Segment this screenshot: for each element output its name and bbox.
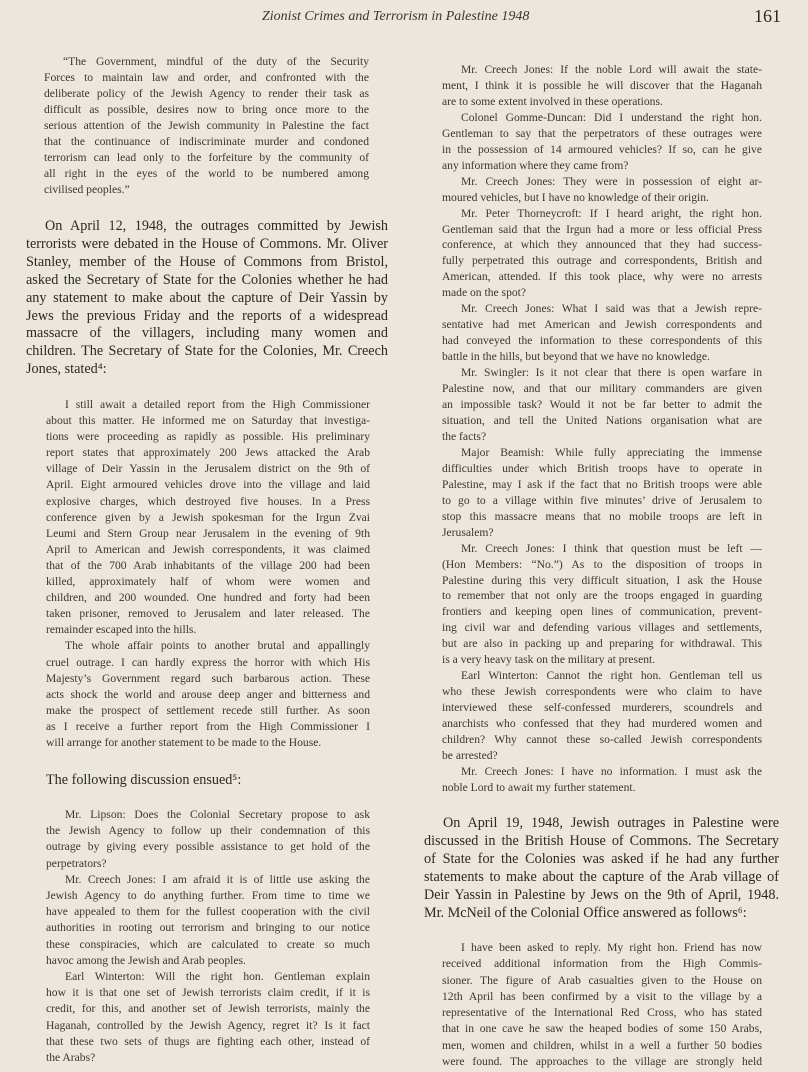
paragraph (442, 541, 762, 669)
text-line: Mr. Creech Jones: If the noble Lord will await the state- (461, 63, 762, 76)
text-line: Mr. Creech Jones: What I said was that a Jewish repre- (461, 302, 762, 316)
text-line: civilised peoples.” (44, 183, 130, 197)
discussion-transcript-right (442, 62, 762, 796)
text-line: perpetrators? (46, 856, 107, 870)
text-line: Palestine during this very difficult situation, I ask the House (442, 573, 762, 587)
text-line: April to American and Jewish correspondents, it was claimed (46, 542, 370, 556)
text-line: Stanley, member of the House of Commons from Bristol, (26, 253, 388, 270)
text-line: Jewish Agency to do anything further. From time to time we (46, 889, 370, 903)
text-line: stop this massacre means that no mobile troops are left in (442, 509, 762, 523)
paragraph (442, 206, 762, 302)
text-line: frontiers and keeping open lines of communication, prevent- (442, 605, 762, 619)
text-line: anarchists who confessed that they had murdered women and (442, 717, 762, 731)
paragraph (442, 174, 762, 206)
text-line: massacre of the villagers, including many women and (26, 325, 388, 342)
text-line: any statement to make about the capture of Deir Yassin by (26, 289, 388, 306)
text-line: credit, for this, and another set of Jewish terrorists, mainly the (46, 1002, 370, 1016)
paragraph (46, 969, 370, 1066)
paragraph (442, 940, 762, 1070)
text-line: Palestine, may I ask if the fact that no British troops were able (442, 477, 762, 491)
discussion-heading (46, 771, 376, 789)
text-line: of State for the Colonies was asked if he had any further (424, 851, 779, 867)
text-line: that these two sets of thugs are fighting each other, instead of (46, 1034, 370, 1048)
paragraph (442, 445, 762, 541)
text-line: Earl Winterton: Will the right hon. Gentleman explain (65, 970, 370, 984)
text-line: taken prisoner, removed to Jerusalem and later released. The (46, 607, 370, 621)
text-line: difficult as possible, desires now to bring once more to the (44, 103, 369, 117)
text-line: I still await a detailed report from the High Commissioner (65, 398, 370, 411)
text-line: April. Eight armoured vehicles drove into the village and laid (46, 478, 370, 492)
paragraph-april-19-debate (424, 814, 779, 922)
text-line: to go to a village within five minutes’ drive of Jerusalem to (442, 493, 762, 507)
paragraph (442, 301, 762, 365)
text-line: havoc among the Jewish and Arab peoples. (46, 953, 246, 967)
text-line: that of the 700 Arab inhabitants of the village 200 had been (46, 558, 370, 572)
text-line: representative of the International Red Cross, who has stated (442, 1006, 762, 1020)
text-line: On April 19, 1948, Jewish outrages in Palestine were (443, 815, 779, 831)
text-line: were found. The approaches to the village are strongly held (442, 1055, 762, 1069)
text-line: Mr. Swingler: Is it not clear that there is open warfare in (461, 366, 762, 380)
text-line: but are also in packing up and preparing for withdrawal. This (442, 637, 762, 651)
text-line: interviewed these self-confessed murderers, scoundrels and (442, 701, 762, 715)
paragraph (424, 814, 779, 922)
paragraph (442, 110, 762, 174)
quote-creech-jones-statement (46, 397, 370, 751)
text-line: acts shock the world and arouse deep anger and bitterness and (46, 687, 370, 701)
text-line: Gentleman to say that the perpetrators of these outrages were (442, 126, 762, 140)
paragraph (46, 638, 370, 751)
text-line: Mr. Creech Jones: I have no information. I must ask the (461, 764, 762, 778)
text-line: an impossible task? Would it not be far better to admit the (442, 398, 762, 412)
text-line: situation, and tell the United Nations organisation what are (442, 413, 762, 427)
text-line: Jews the previous Friday and the reports of a widespread (26, 307, 388, 324)
text-line: tions were proceeding as rapidly as possible. His preliminary (46, 430, 370, 444)
text-line: battle in the hills, but beyond that we have no knowledge. (442, 350, 710, 364)
text-line: as I receive a further report from the High Commissioner I (46, 719, 370, 733)
text-line: be arrested? (442, 748, 498, 762)
text-line: Major Beamish: While fully appreciating the immense (461, 445, 762, 459)
text-line: statements to make about the capture of the Arab village of (424, 869, 779, 885)
page-number: 161 (754, 6, 781, 26)
paragraph (46, 771, 376, 789)
text-line: cruel outrage. I can hardly express the horror with which His (46, 655, 370, 669)
text-line: “The Government, mindful of the duty of the Security (63, 55, 369, 68)
text-line: are to some extent involved in these operations. (442, 94, 663, 108)
text-line: fully perpetrated this outrage and correspondents, British and (442, 254, 762, 268)
text-line: that in one cave he saw the heaped bodies of some 150 Arabs, (442, 1022, 762, 1036)
text-line: serious attention of the Jewish community in Palestine the fact (44, 119, 369, 133)
text-line: the Arabs? (46, 1051, 96, 1065)
text-line: received additional information from the High Commis- (442, 957, 762, 971)
text-line: Mr. Creech Jones: They were in possession of eight ar- (461, 174, 762, 188)
text-line: children? Why cannot these so-called Jewish correspondents (442, 733, 762, 747)
paragraph (442, 62, 762, 110)
text-line: killed, approximately half of whom were women and (46, 575, 370, 589)
text-line: how it is that one set of Jewish terrorists claim credit, if it is (46, 986, 370, 1000)
paragraph (26, 218, 388, 379)
paragraph (442, 764, 762, 796)
text-line: noble Lord to await my further statement. (442, 780, 636, 794)
text-line: village of Deir Yassin in the Jerusalem district on the 9th of (46, 462, 370, 476)
text-line: moured vehicles, but I have no knowledge of their origin. (442, 190, 709, 204)
text-line: The following discussion ensued⁵: (46, 772, 242, 788)
text-line: Colonel Gomme-Duncan: Did I understand the right hon. (461, 110, 762, 124)
text-line: sentative had met American and Jewish correspondents and (442, 318, 762, 332)
text-line: Mr. Peter Thorneycroft: If I heard aright, the right hon. (461, 206, 762, 220)
text-line: ing civil war and defending various villages and settlements, (442, 621, 762, 635)
text-line: Mr. Lipson: Does the Colonial Secretary propose to ask (65, 808, 370, 821)
text-line: discussed in the British House of Commons. The Secretary (424, 833, 779, 849)
text-line: deliberate policy of the Jewish Agency to render their task as (44, 87, 369, 101)
paragraph (442, 365, 762, 445)
text-line: have appealed to them for the fullest cooperation with the civil (46, 905, 370, 919)
quote-government-statement (44, 54, 369, 198)
text-line: children. The Secretary of State for the Colonies, Mr. Creech (26, 343, 388, 360)
text-line: Earl Winterton: Cannot the right hon. Gentleman tell us (461, 669, 762, 683)
text-line: any information where they came from? (442, 158, 629, 172)
text-line: Leumi and Stern Group near Jerusalem in the evening of 9th (46, 526, 370, 540)
text-line: explosive charges, which destroyed five houses. In a Press (46, 494, 370, 508)
text-line: in the possession of 14 armoured vehicles? If so, can he give (442, 142, 762, 156)
text-line: authorities in rooting out terrorism and bringing to our notice (46, 921, 370, 935)
text-line: the facts? (442, 429, 487, 443)
text-line: Palestine now, and that our military commanders are given (442, 382, 762, 396)
text-line: will arrange for another statement to be made to the House. (46, 735, 322, 749)
paragraph (46, 397, 370, 638)
paragraph (46, 872, 370, 969)
text-line: Mr. Creech Jones: I am afraid it is of little use asking the (65, 872, 370, 886)
text-line: men, women and children, whilst in a well a further 50 bodies (442, 1038, 762, 1052)
text-line: Deir Yassin in Palestine by Jews on the 9th of April, 1948. (424, 887, 779, 903)
paragraph (442, 668, 762, 764)
text-line: difficulties under which British troops have to operate in (442, 461, 762, 475)
text-line: Jones, stated⁴: (26, 361, 107, 378)
paragraph-april-12-debate (26, 218, 388, 379)
text-line: that the continuance of indiscriminate murder and condoned (44, 135, 369, 149)
text-line: ment, I think it is possible he will discover that the Haganah (442, 78, 762, 92)
text-line: Forces to maintain law and order, and confronted with the (44, 71, 369, 85)
text-line: children, and 200 wounded. One hundred and forty had been (46, 591, 370, 605)
text-line: American, attended. If this took place, why were no arrests (442, 270, 762, 284)
text-line: The whole affair points to another brutal and appallingly (65, 639, 370, 653)
text-line: terrorists were debated in the House of Commons. Mr. Oliver (26, 235, 388, 252)
text-line: make the prospect of settlement recede still further. As soon (46, 703, 370, 717)
text-line: who these Jewish correspondents were who claim to have (442, 685, 762, 699)
text-line: asked the Secretary of State for the Colonies whether he had (26, 271, 388, 288)
paragraph (46, 807, 370, 872)
text-line: Gentleman said that the Irgun had a more or less official Press (442, 222, 762, 236)
text-line: these conspiracies, which are calculated to create so much (46, 937, 370, 951)
text-line: made on the spot? (442, 286, 527, 300)
text-line: to remember that not only are the troops engaged in guarding (442, 589, 762, 603)
text-line: about this matter. He informed me on Saturday that investiga- (46, 414, 370, 428)
text-line: On April 12, 1948, the outrages committed by Jewish (45, 218, 388, 234)
text-line: conference given by a Jewish spokesman for the Irgun Zvai (46, 510, 370, 524)
text-line: all right in the eyes of the world to be numbered among (44, 167, 369, 181)
text-line: outrage by giving every possible assistance to get hold of the (46, 840, 370, 854)
text-line: remainder escaped into the hills. (46, 623, 197, 637)
text-line: 12th April has been confirmed by a visit to the village by a (442, 989, 762, 1003)
text-line: Mr. Creech Jones: I think that question must be left — (461, 541, 762, 555)
discussion-transcript-left (46, 807, 370, 1066)
text-line: the Jewish Agency to follow up their condemnation of this (46, 824, 370, 838)
text-line: conference, at which they announced that they had success- (442, 238, 762, 252)
text-line: Jerusalem? (442, 525, 494, 539)
text-line: I have been asked to reply. My right hon. Friend has now (461, 941, 762, 954)
text-line: sioner. The figure of Arab casualties given to the House on (442, 973, 762, 987)
text-line: (Hon Members: “No.”) As to the disposition of troops in (442, 557, 762, 571)
text-line: Majesty’s Government regard such barbarous action. These (46, 671, 370, 685)
text-line: had conveyed the information to these correspondents of this (442, 334, 762, 348)
text-line: Mr. McNeil of the Colonial Office answered as follows⁶: (424, 905, 747, 921)
paragraph (44, 54, 369, 198)
text-line: is a very heavy task on the military at present. (442, 653, 656, 667)
quote-mcneil-answer (442, 940, 762, 1070)
running-head-title: Zionist Crimes and Terrorism in Palestine 1948 (262, 9, 530, 24)
text-line: terrorism can lead only to the forfeiture by the community of (44, 151, 369, 165)
text-line: report states that approximately 200 Jews attacked the Arab (46, 446, 370, 460)
text-line: Haganah, controlled by the Jewish Agency, regret it? Is it fact (46, 1018, 370, 1032)
